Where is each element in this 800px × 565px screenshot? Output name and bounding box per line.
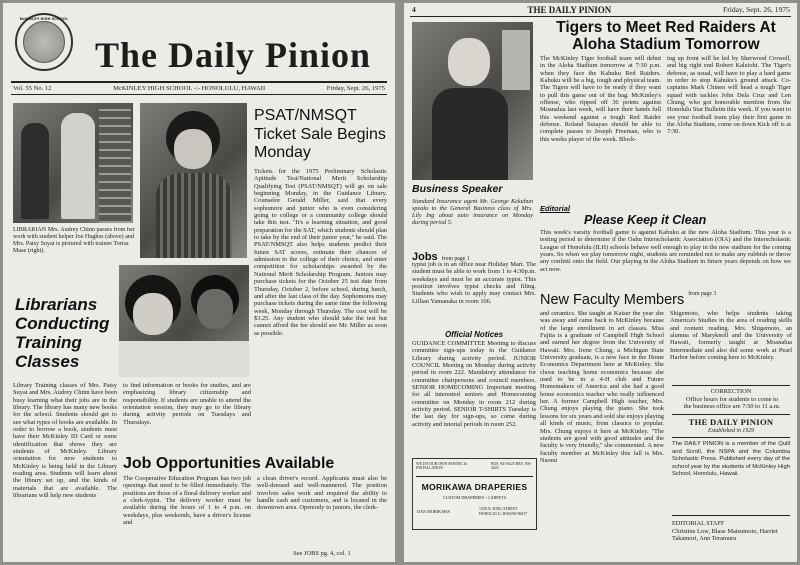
ad-subtitle: CUSTOM DRAPERIES - CARPETS <box>442 495 507 500</box>
school-location: McKINLEY HIGH SCHOOL -:- HONOLULU, HAWAII <box>113 85 266 92</box>
page-four <box>404 3 797 562</box>
faculty-headline: New Faculty Members <box>540 292 685 308</box>
library-article-continued: to find information or books for studies, and are emphasizing library citizenship and responsibility. If students are unable to attend the orientation session, they may go to the library during activity periods on Tuesdays and Thursdays. <box>123 382 251 426</box>
page-number: 4 <box>412 5 416 14</box>
flag-established: Established in 1929 <box>707 428 755 434</box>
morikawa-ad <box>412 458 537 530</box>
tigers-article-col2: ing up front will be led by Sherwood Crowell, and big right end Robert Kaleiohi. The Tiger's defense, as usual, will have to play a hard game in order to stop Kahuku's ground attack. Co-captains Mark Chinen will head a tough Tiger squad with tackles John Dela Cruz and Len Chung, who got honorable mention from the Honolulu Star Bulletin this week. If you want to see your football team play their first game in the Aloha Stadium, come on down Kick off is at 7:30. <box>667 55 791 136</box>
tigers-article-col1: The McKinley Tiger football team will debut in the Aloha Stadium tomorrow at 7:30 p.m. when they face the Kahuku Red Raiders. Kahuku will be a big, tough and physical team. The Tigers will have to be ready if they want to pull this game out of the bag. McKinley's offense, who ripped off 36 points against Moanalua last week, will have their hands full this weekend against a tough Red Raider defense. Roland Suiayao should be able to complete passes to Joseph Freeman, who is this weeks player of the week. Block- <box>540 55 661 143</box>
masthead-title: The Daily Pinion <box>95 35 372 75</box>
issue-date: Friday, Sept. 26, 1975 <box>326 85 385 92</box>
trainee-photo <box>119 265 249 377</box>
faculty-from: from page 3 <box>688 291 717 297</box>
librarian-caption: LIBRARIAN Mrs. Audrey Chinn passes from her work with student helper Joe Hughes (above) and Mrs. Patsy Suyat is pictured with trainee Torisa Mase (right). <box>13 227 135 254</box>
flag-title: THE DAILY PINION <box>688 417 774 427</box>
staff-names: Christine Low, Blase Matsumoto, Harriet Takamori, Ann Teramura <box>672 528 778 543</box>
notices-headline: Official Notices <box>444 330 504 339</box>
front-page <box>3 3 395 562</box>
speaker-caption: Standard Insurance agent Mr. George Kekuhun speaks to the General Business class of Mrs. Lily Ing about auto insurance on Monday during period 5. <box>412 198 533 226</box>
correction-body: Office hours for students to come to the business office are 7:50 to 11 a.m. <box>683 396 781 411</box>
librarians-headline: Librarians Conducting Training Classes <box>15 295 110 371</box>
psat-article: Tickets for the 1975 Preliminary Scholastic Aptitude Test/National Merit Scholarship Qualifying Test (PSAT/NMSQT) will go on sale beginning Monday, in the Guidance Library. Counselor Gerald Miller, said that every sophomore and junior who is even considering going to college or a community college should take this test. "It's a learning situation, and good preparation for the SAT, which students should plan to take by the end of their junior year," he said. The PSAT/NMSQT also helps students predict their future SAT scores, estimate their chances of admission to the college of their choice, and enter competition for scholarships awarded by the National Merit Scholarship Program. Juniors may purchase tickets for the October 25 test date from Thursday, October 2, before school, during lunch, and after the last class of the day. Sophomores may purchase tickets during the same time the following week, Monday through Thursday. The cost will be $3.25. Any student who should take the test but cannot afford the fee should see Mr. Miller as soon as possible. <box>254 168 387 337</box>
ad-business-name: MORIKAWA DRAPERIES <box>421 482 528 492</box>
page-header-title: THE DAILY PINION <box>527 5 612 15</box>
jobs-continued-article: typist job is in an office near Holiday Mart. The student must be able to work from 1 to 4:30p.m. weekdays and must be an accurate typist. This position involves typist checks and filing. Students who wish to apply may contact Mrs. Lillian Yamanaka in room 106. <box>412 261 536 305</box>
faculty-article-col2: Shigemoto, who helps students taking America's Studies in the area of reading skills and content reading. Mrs. Shigemoto, an alumna of Maryknoll and the University of Hawaii, formerly taught at Moanalua Intermediate and also did some work at Pearl Harbor before coming here to McKinley. <box>670 310 792 362</box>
jobs-cont-from: from page 1 <box>441 256 470 262</box>
ad-phone: BUS. 941-6525 RES. 396-4243 <box>491 462 532 471</box>
notices-article: GUIDANCE COMMITTEE Meeting to discuss committee sign-ups today in the Guidance Library during activity period. JUNIOR COUNCIL Meeting on Monday during activity period in room 222. Mandatory attendance for committee chairpersons and council members. SENIOR HOMECOMING Important meeting for all interested seniors and Homecoming committee on Monday in room 212 during activity period. SENIOR T-SHIRTS Tuesday is the last day for sign-ups, so come during activity and tutorial periods in room 252. <box>412 340 536 428</box>
volume-number: Vol. 55 No. 12 <box>13 85 52 92</box>
speaker-photo <box>412 22 533 180</box>
masthead-dateline <box>13 85 385 92</box>
jobs-headline: Job Opportunities Available <box>123 455 335 472</box>
psat-headline: PSAT/NMSQT Ticket Sale Begins Monday <box>254 107 386 161</box>
librarians-article: Library Training classes of Mrs. Patsy Suyat and Mrs. Audrey Chinn have been busy learning what their jobs are in the library. The library has many new books for the school. Students should get to see what types of books are available. In order to borrow a book, students must have their McKinley ID Card or some identification that shows they are students of McKinley. Library orientation for new students to McKinley is being held in the Library reading area. Students will learn about the library set up, and the kinds of materials that are available. The librarians will help new students <box>13 382 117 500</box>
tigers-headline: Tigers to Meet Red Raiders At Aloha Stadium Tomorrow <box>556 19 776 53</box>
school-seal <box>15 13 73 71</box>
flag-body: The DAILY PINION is a member of the Quill and Scroll, the NSPA and the Columbia Scholastic Press. Published every day of the school year by the students of McKinley High School, Honolulu, Hawaii. <box>672 441 790 478</box>
faculty-article-col1: and ceramics. She taught at Kaiser the year she was away and came back to McKinley because of the large enrollment in art classes. Miss Fujita is a graduate of Campbell High School and earned her degree from the University of Hawaii. Mrs. Irene Chung, a Michigan State University graduate, is a new face in the Home Economics Department here at McKinley. She chose teaching home economics because she used to be in a 4-H club and Future Homemakers of America and she had a good home economics teacher who really influenced her. A former Campbell High teacher, Mrs. Chung enjoys playing the piano. She took lessons for six years and sold she enjoys playing all kinds of music, from classics to popular. Mrs. Chung enjoys it here at McKinley. "The students are good with good attitudes and the faculty is very friendly," she commented. A new faculty member at McKinley this fall is Mrs. Naomi <box>540 310 664 464</box>
editorial-article: This week's varsity football game is against Kahuku at the new Aloha Stadium. This year is a testing period to determine if the Oahu Interscholastic Association (OIA) and the Interscholastic League of Honolulu (ILH) schools behave well enough to play in the new stadium for the coming years. So when we play tomorrow night, students are reminded not to make any rubbish or throw any confetti onto the field. Our playing in the Aloha Stadium in future years depends on how we act now. <box>540 229 791 273</box>
correction-title: CORRECTION <box>710 388 752 395</box>
jobs-cont-headline: Jobs <box>412 251 438 263</box>
seal-text: McKINLEY HIGH SCHOOL <box>19 17 69 21</box>
jobs-continued-note: See JOBS pg. 4, col. 1 <box>293 550 351 557</box>
librarian-portrait-photo <box>140 103 247 258</box>
ad-owner: DAN MORIKAWA <box>417 509 451 514</box>
speaker-headline: Business Speaker <box>412 183 503 195</box>
ad-tagline: WE DO OUR OWN SEWING & INSTALLATION <box>416 462 467 471</box>
page-header <box>412 5 790 15</box>
page-header-date: Friday, Sept. 26, 1975 <box>722 5 790 14</box>
jobs-article-col1: The Cooperative Education Program has two job openings that need to be filled immediately. The positions are those of a floral delivery worker and a clerk-typist. The delivery worker must be available during the hours of 1 to 4 p.m. on weekdays, plus weekends, have a driver's license and <box>123 475 251 527</box>
editorial-label: Editorial <box>540 204 571 213</box>
faculty-head <box>540 291 792 309</box>
ad-address: 1258 N. KING STREET HONOLULU, HAWAII 96817 <box>479 507 528 516</box>
library-photo <box>13 103 133 223</box>
editorial-headline: Please Keep it Clean <box>584 213 707 227</box>
seal-emblem-icon <box>23 21 65 63</box>
staff-title: EDITORIAL STAFF <box>672 520 725 527</box>
jobs-article-col2: a clean driver's record. Applicants must also be well-dressed and well-mannered. The position involves sales work and required the ability to handle cash and customers, and is located in the downtown area. Openonly to juniors, the clerk- <box>257 475 387 512</box>
